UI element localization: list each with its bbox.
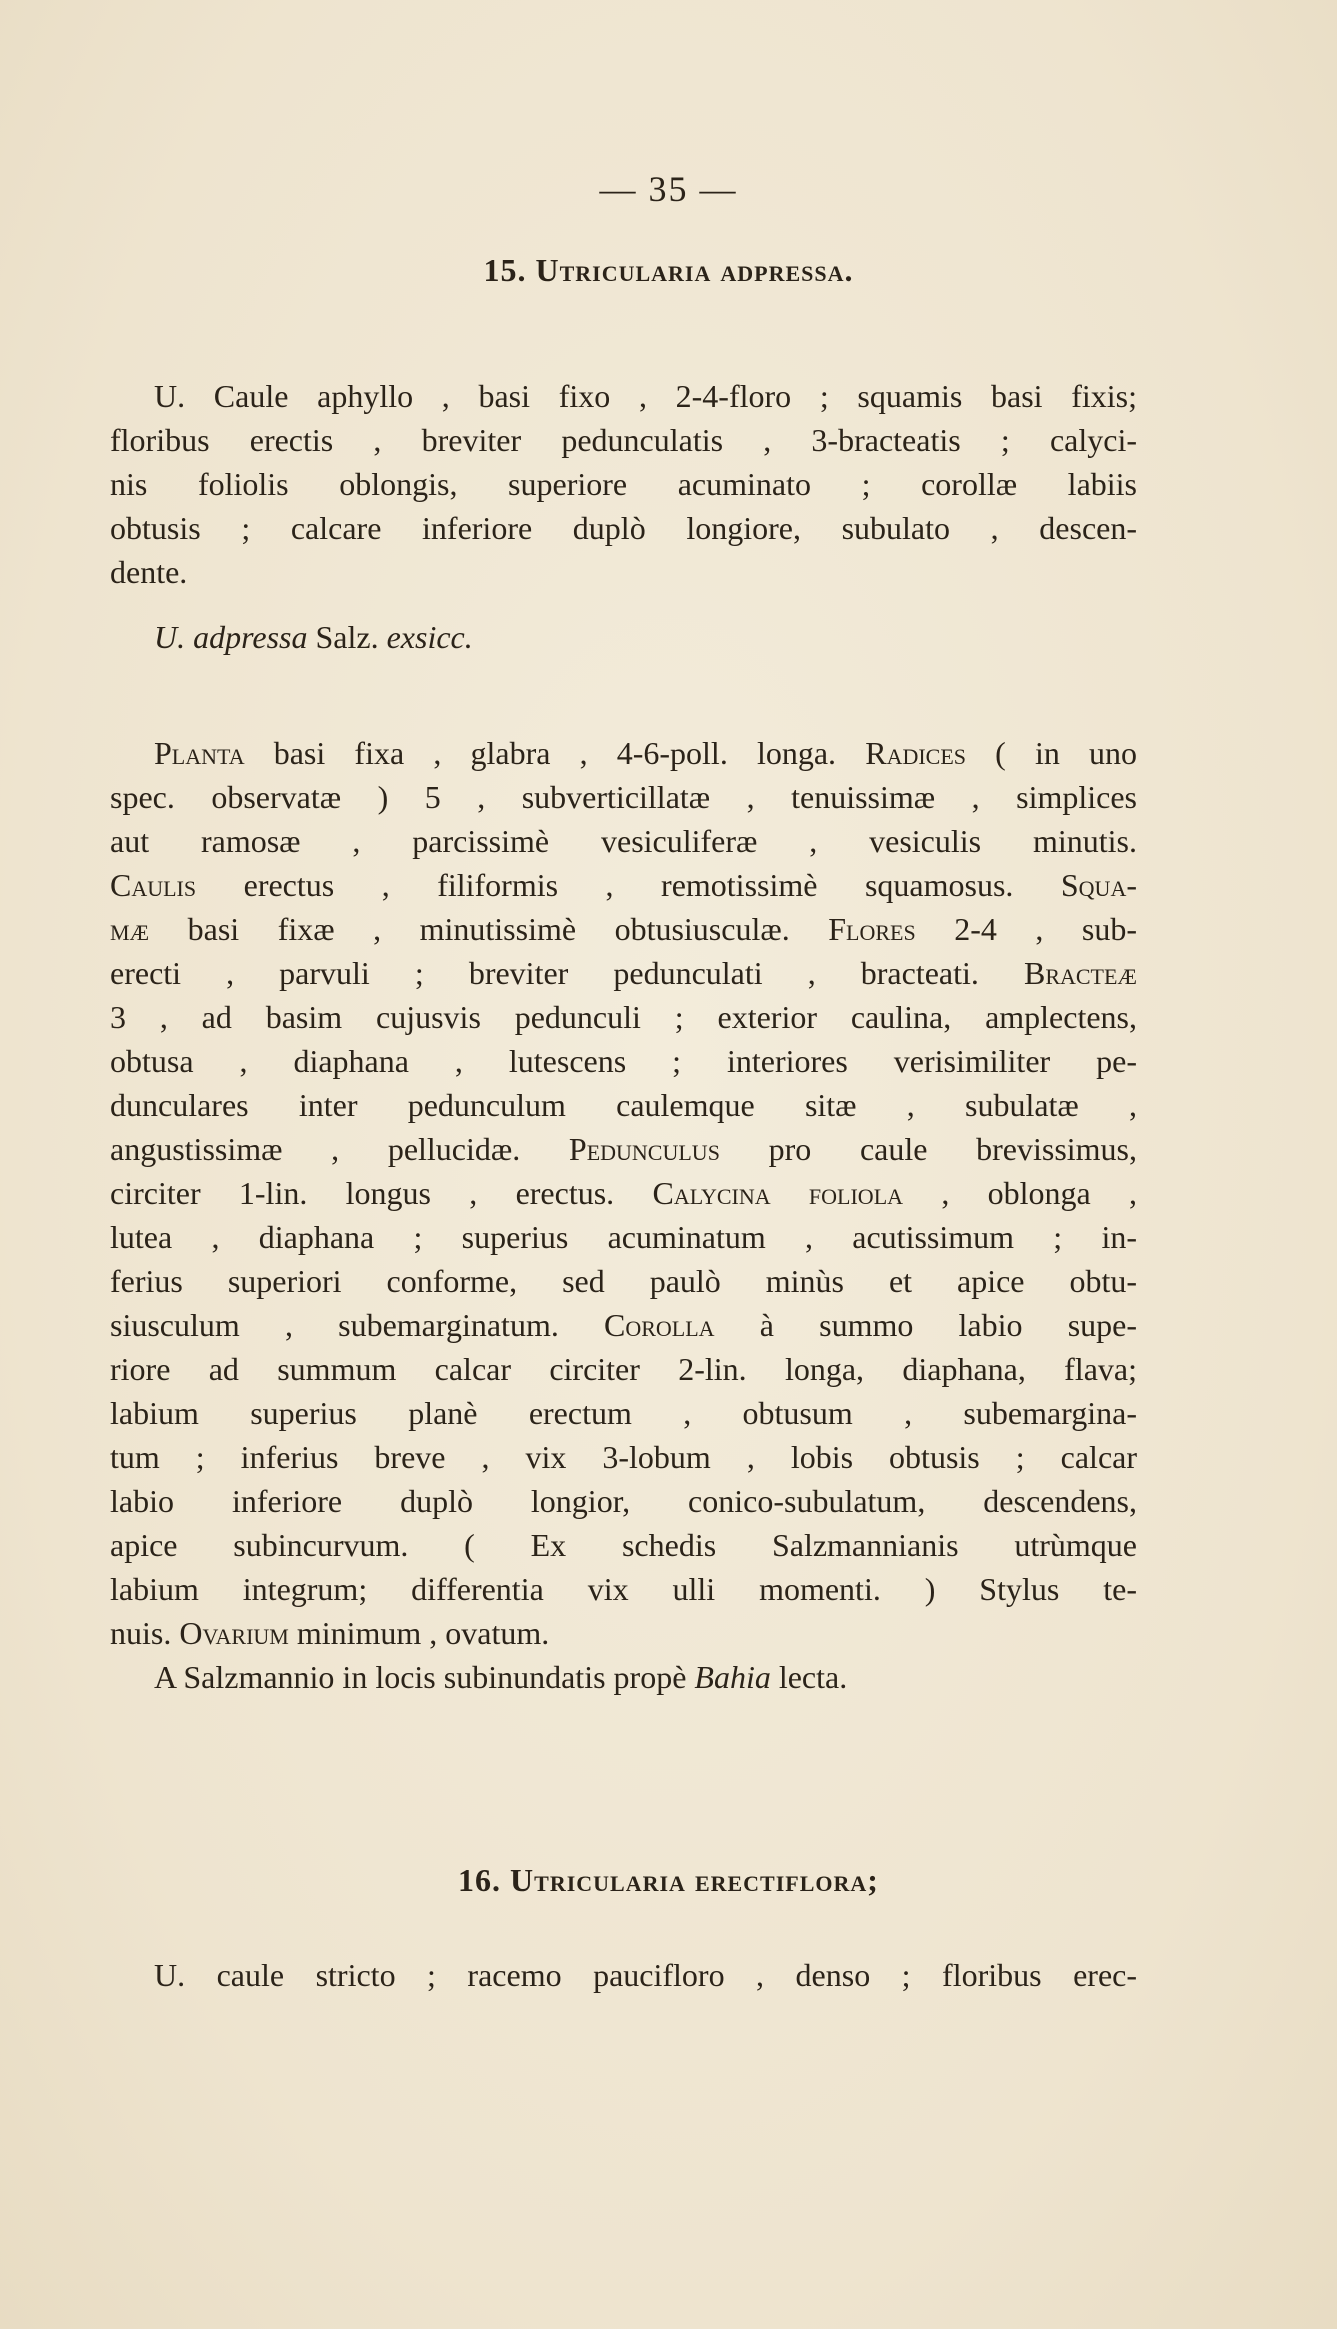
italic-text: U. adpressa — [154, 619, 308, 655]
section-heading-15 — [0, 252, 1337, 289]
small-caps-term: Pedunculus — [568, 1131, 720, 1167]
text-segment: lecta. — [770, 1659, 848, 1695]
text-segment: 3 , ad basim cujusvis pedunculi ; exterior caulina, amplectens, — [110, 999, 1137, 1035]
text-line — [110, 1569, 1137, 1609]
text-segment: floribus erectis , breviter pedunculatis , 3-bracteatis ; calyci- — [110, 422, 1137, 458]
text-line — [110, 1261, 1137, 1301]
text-segment: dunculares inter pedunculum caulemque sitæ , subulatæ , — [110, 1087, 1137, 1123]
text-line — [110, 376, 1137, 416]
text-segment: apice subincurvum. ( Ex schedis Salzmannianis utrùmque — [110, 1527, 1137, 1563]
small-caps-term: Flores — [828, 911, 916, 947]
section-heading-16 — [0, 1862, 1337, 1899]
heading-number: 16. — [458, 1862, 502, 1898]
text-segment: basi fixa , glabra , 4-6-poll. longa. — [244, 735, 866, 771]
text-line — [110, 733, 1137, 773]
text-line — [110, 1955, 1137, 1995]
heading-number: 15. — [483, 252, 527, 288]
text-segment: ( in uno — [966, 735, 1138, 771]
text-segment: riore ad summum calcar circiter 2-lin. longa, diaphana, flava; — [110, 1351, 1137, 1387]
text-segment: U. caule stricto ; racemo paucifloro , denso ; floribus erec- — [154, 1957, 1137, 1993]
small-caps-term: Ovarium — [179, 1615, 289, 1651]
text-segment: obtusis ; calcare inferiore duplò longiore, subulato , descen- — [110, 510, 1137, 546]
small-caps-term: mæ — [110, 911, 150, 947]
text-line — [110, 1349, 1137, 1389]
text-line — [110, 464, 1137, 504]
text-line — [110, 617, 1137, 657]
text-segment: lutea , diaphana ; superius acuminatum , acutissimum ; in- — [110, 1219, 1137, 1255]
text-line — [110, 1173, 1137, 1213]
text-segment: Salz. — [307, 619, 387, 655]
text-line — [110, 777, 1137, 817]
text-segment: U. Caule aphyllo , basi fixo , 2-4-floro ; squamis basi fixis; — [154, 378, 1137, 414]
text-line — [110, 1129, 1137, 1169]
text-segment: labium superius planè erectum , obtusum , subemargina- — [110, 1395, 1137, 1431]
text-segment: erecti , parvuli ; breviter pedunculati , bracteati. — [110, 955, 1024, 991]
text-segment: pro caule brevissimus, — [719, 1131, 1137, 1167]
text-line — [110, 420, 1137, 460]
text-segment: nuis. — [110, 1615, 180, 1651]
text-line — [110, 1305, 1137, 1345]
text-line — [110, 508, 1137, 548]
text-line — [110, 1657, 1137, 1697]
text-line — [110, 1481, 1137, 1521]
page-number: — 35 — — [599, 169, 738, 209]
text-segment: nis foliolis oblongis, superiore acuminato ; corollæ labiis — [110, 466, 1137, 502]
small-caps-term: Corolla — [604, 1307, 715, 1343]
small-caps-term: Calycina foliola — [652, 1175, 904, 1211]
text-line — [110, 909, 1137, 949]
text-line — [110, 821, 1137, 861]
italic-text: exsicc. — [386, 619, 473, 655]
text-line — [110, 1393, 1137, 1433]
text-segment: A Salzmannio in locis subinundatis propè — [154, 1659, 695, 1695]
text-line — [110, 953, 1137, 993]
text-segment: labio inferiore duplò longior, conico-subulatum, descendens, — [110, 1483, 1137, 1519]
text-segment: ferius superiori conforme, sed paulò minùs et apice obtu- — [110, 1263, 1137, 1299]
text-segment: angustissimæ , pellucidæ. — [110, 1131, 569, 1167]
italic-text: Bahia — [694, 1659, 771, 1695]
text-line — [110, 865, 1137, 905]
text-segment: aut ramosæ , parcissimè vesiculiferæ , vesiculis minutis. — [110, 823, 1137, 859]
heading-title: Utricularia erectiflora; — [510, 1862, 879, 1898]
text-segment: basi fixæ , minutissimè obtusiusculæ. — [149, 911, 829, 947]
text-segment: spec. observatæ ) 5 , subverticillatæ , tenuissimæ , simplices — [110, 779, 1137, 815]
text-line — [110, 1041, 1137, 1081]
text-segment: , oblonga , — [903, 1175, 1138, 1211]
text-segment: à summo labio supe- — [714, 1307, 1138, 1343]
small-caps-term: Planta — [154, 735, 245, 771]
text-segment: obtusa , diaphana , lutescens ; interiores verisimiliter pe- — [110, 1043, 1137, 1079]
text-line — [110, 1085, 1137, 1125]
small-caps-term: Radices — [865, 735, 967, 771]
text-line — [110, 1525, 1137, 1565]
text-line — [110, 1613, 1137, 1653]
text-segment: minimum , ovatum. — [288, 1615, 550, 1651]
text-segment: labium integrum; differentia vix ulli momenti. ) Stylus te- — [110, 1571, 1137, 1607]
text-line — [110, 552, 1137, 592]
small-caps-term: Squa- — [1060, 867, 1137, 903]
small-caps-term: Bracteæ — [1023, 955, 1137, 991]
text-segment: erectus , filiformis , remotissimè squamosus. — [196, 867, 1061, 903]
text-line — [110, 1437, 1137, 1477]
text-line — [110, 997, 1137, 1037]
text-segment: dente. — [110, 554, 188, 590]
text-segment: 2-4 , sub- — [915, 911, 1138, 947]
text-segment: circiter 1-lin. longus , erectus. — [110, 1175, 653, 1211]
text-line — [110, 1217, 1137, 1257]
text-segment: tum ; inferius breve , vix 3-lobum , lobis obtusis ; calcar — [110, 1439, 1137, 1475]
heading-title: Utricularia adpressa. — [535, 252, 854, 288]
small-caps-term: Caulis — [110, 867, 197, 903]
text-segment: siusculum , subemarginatum. — [110, 1307, 605, 1343]
